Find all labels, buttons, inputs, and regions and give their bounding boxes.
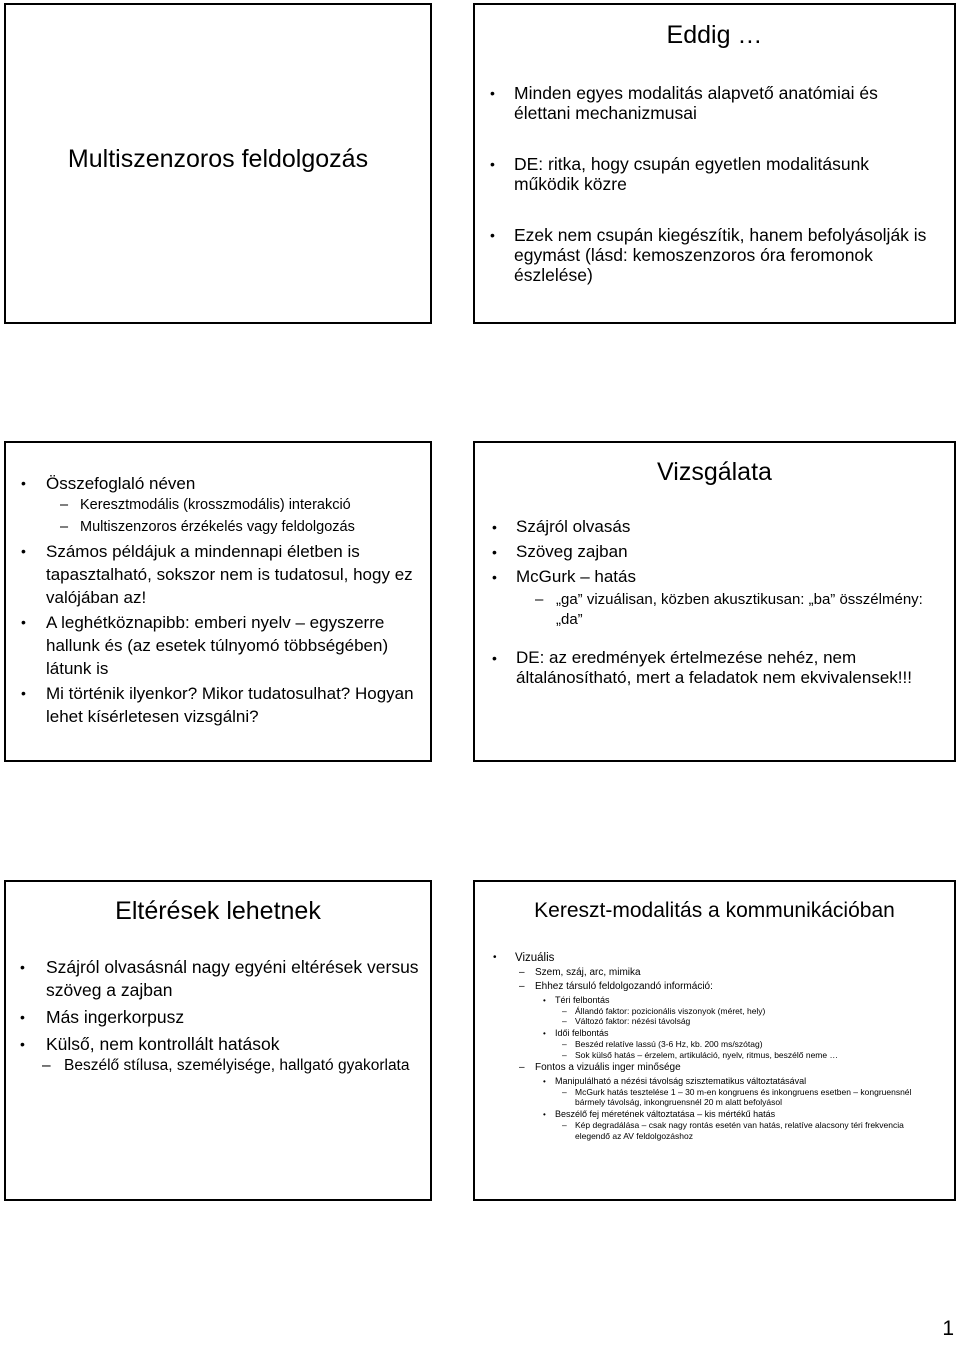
page-number: 1 xyxy=(942,1317,954,1340)
slide-3-bullet-list xyxy=(46,472,426,730)
bullet-item: • Szöveg zajban xyxy=(516,542,936,563)
slide-1-title: Multiszenzoros feldolgozás xyxy=(67,145,369,173)
bullet-item xyxy=(46,472,426,538)
sub-sub-bullet-item: • Manipulálható a nézési távolság szisztematikus változtatásával xyxy=(555,1076,935,1087)
slide-5-title: Eltérések lehetnek xyxy=(115,897,321,925)
detail-item: – McGurk hatás tesztelése 1 – 30 m-en kongruens és inkongruens esetben – kongruensnél bármely távolság, inkongruensnél 20 m alatt befolyásol xyxy=(575,1087,935,1108)
detail-item: – Sok külső hatás – érzelem, artikuláció, nyelv, ritmus, beszélő neme … xyxy=(575,1050,935,1061)
sub-bullet-item: – „ga” vizuálisan, közben akusztikusan: „ba” összélmény: „da” xyxy=(556,590,936,630)
bullet-text: McGurk – hatás xyxy=(516,567,636,586)
slide-2-title: Eddig … xyxy=(666,21,763,49)
slide-1 xyxy=(4,3,432,324)
detail-item: – Változó faktor: nézési távolság xyxy=(575,1016,935,1027)
sub-sub-bullet-item: • Beszélő fej méretének változtatása – kis mértékű hatás xyxy=(555,1109,935,1120)
bullet-item xyxy=(516,567,936,630)
sub-bullet-item: – Keresztmodális (krosszmodális) interakció xyxy=(80,495,426,517)
slide-4-bullet-list xyxy=(516,517,936,693)
slide-2 xyxy=(473,3,956,324)
sub-bullet-item: – Ehhez társuló feldolgozandó információ: xyxy=(535,981,935,994)
detail-item: – Kép degradálása – csak nagy rontás esetén van hatás, relatíve alacsony téri frekvencia elegendő az AV feldolgozáshoz xyxy=(575,1120,935,1141)
slide-6-title: Kereszt-modalitás a kommunikációban xyxy=(534,899,895,922)
slide-5 xyxy=(4,880,432,1201)
sub-bullet-item: – Multiszenzoros érzékelés vagy feldolgozás xyxy=(80,517,426,539)
sub-bullet-item: – Fontos a vizuális inger minősége xyxy=(535,1062,935,1075)
sub-bullet-item: – Beszélő stílusa, személyisége, hallgató gyakorlata xyxy=(64,1055,426,1076)
bullet-item: • Mi történik ilyenkor? Mikor tudatosulhat? Hogyan lehet kísérletesen vizsgálni? xyxy=(46,682,426,728)
sub-sub-bullet-item: • Idői felbontás xyxy=(555,1028,935,1039)
bullet-item: • A leghétköznapibb: emberi nyelv – egyszerre hallunk és (az esetek túlnyomó többségében) látunk is xyxy=(46,611,426,680)
bullet-text: Összefoglaló néven xyxy=(46,474,196,493)
slide-6-outline xyxy=(515,951,935,1141)
bullet-item xyxy=(46,1033,426,1076)
bullet-item: • Ezek nem csupán kiegészítik, hanem befolyásolják is egymást (lásd: kemoszenzoros óra feromonok észlelése) xyxy=(514,225,934,285)
bullet-item: • DE: ritka, hogy csupán egyetlen modalitásunk működik közre xyxy=(514,154,934,194)
bullet-item: • Szájról olvasás xyxy=(516,517,936,538)
slide-6 xyxy=(473,880,956,1201)
detail-item: – Állandó faktor: pozicionális viszonyok (méret, hely) xyxy=(575,1006,935,1017)
detail-item: – Beszéd relatíve lassú (3-6 Hz, kb. 200 ms/szótag) xyxy=(575,1039,935,1050)
bullet-text: Külső, nem kontrollált hatások xyxy=(46,1034,280,1054)
slide-3 xyxy=(4,441,432,762)
slide-4-title: Vizsgálata xyxy=(657,458,772,486)
bullet-item: • Szájról olvasásnál nagy egyéni eltérések versus szöveg a zajban xyxy=(46,956,426,1002)
sub-sub-bullet-item: • Téri felbontás xyxy=(555,995,935,1006)
bullet-item: • Minden egyes modalitás alapvető anatómiai és élettani mechanizmusai xyxy=(514,83,934,123)
bullet-item: • DE: az eredmények értelmezése nehéz, nem általánosítható, mert a feladatok nem ekvivalensek!!! xyxy=(516,648,936,689)
bullet-item: • Vizuális xyxy=(515,951,935,965)
slide-5-bullet-list xyxy=(46,956,426,1080)
sub-bullet-item: – Szem, száj, arc, mimika xyxy=(535,967,935,980)
bullet-item: • Más ingerkorpusz xyxy=(46,1006,426,1029)
bullet-item: • Számos példájuk a mindennapi életben is tapasztalható, sokszor nem is tudatosul, hogy ez valójában az! xyxy=(46,540,426,609)
slide-4 xyxy=(473,441,956,762)
slide-2-bullet-list xyxy=(514,83,934,316)
